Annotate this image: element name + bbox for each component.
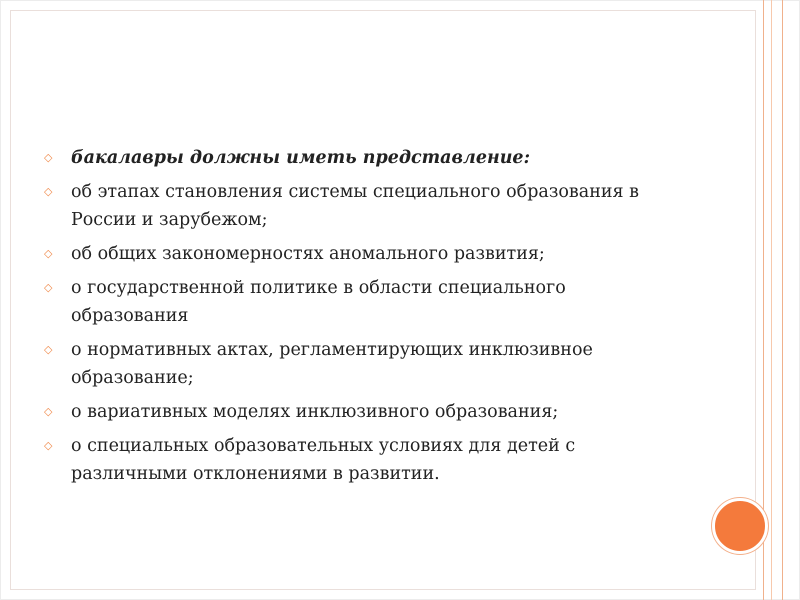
list-item <box>44 398 684 426</box>
list-heading: бакалавры должны иметь представление: <box>71 148 531 168</box>
bullet-icon: ◇ <box>44 405 53 418</box>
list-item <box>44 240 684 268</box>
list-item-text: о нормативных актах, регламентирующих инклюзивное образование; <box>71 340 593 388</box>
bullet-icon: ◇ <box>44 343 53 356</box>
bullet-icon: ◇ <box>44 439 53 452</box>
list-item-text: об этапах становления системы специального образования в России и зарубежом; <box>71 182 639 230</box>
list-item-text: о государственной политике в области специального образования <box>71 278 566 326</box>
list-item <box>44 274 684 330</box>
right-decorative-band <box>763 0 783 600</box>
list-item-text: о вариативных моделях инклюзивного образования; <box>71 402 559 422</box>
list-item <box>44 432 684 488</box>
orange-circle-decoration <box>712 498 768 554</box>
list-item-text: о специальных образовательных условиях для детей с различными отклонениями в развитии. <box>71 436 576 484</box>
bullet-icon: ◇ <box>44 185 53 198</box>
list-item <box>44 178 684 234</box>
list-item <box>44 144 684 172</box>
bullet-icon: ◇ <box>44 281 53 294</box>
right-decorative-line <box>771 0 772 600</box>
bullet-list <box>44 144 684 494</box>
bullet-icon: ◇ <box>44 247 53 260</box>
bullet-icon: ◇ <box>44 151 53 164</box>
list-item-text: об общих закономерностях аномального развития; <box>71 244 545 264</box>
list-item <box>44 336 684 392</box>
